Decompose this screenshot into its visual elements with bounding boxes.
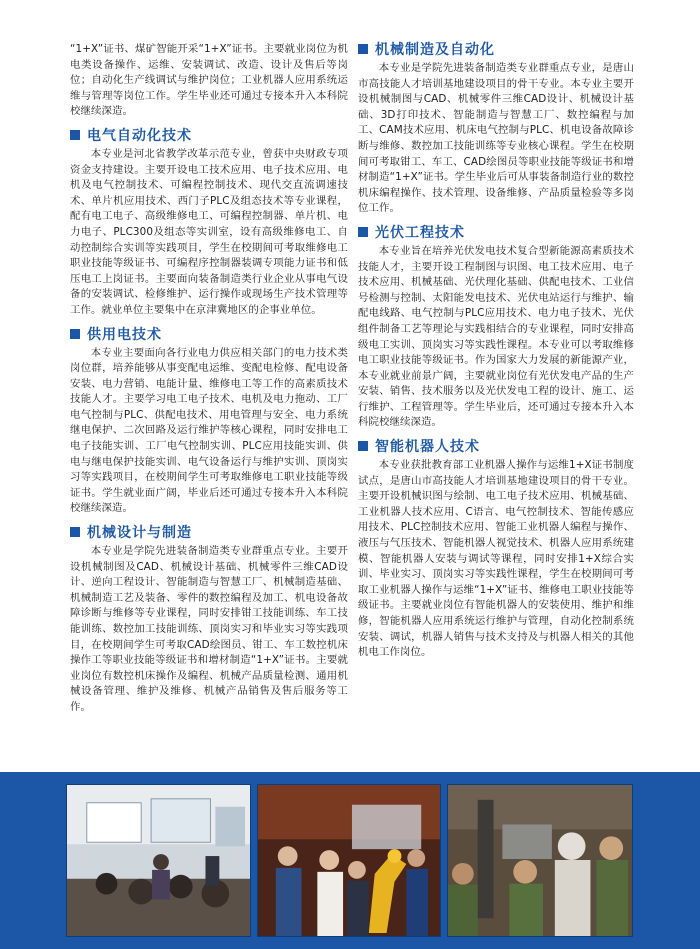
section-square-icon: [70, 130, 80, 140]
robot-lab-photo: [257, 784, 441, 937]
section-header-power-supply: [70, 325, 348, 343]
section-header-mechanical-design: [70, 523, 348, 541]
section-square-icon: [70, 527, 80, 537]
section-body: 本专业主要面向各行业电力供应相关部门的电力技术类岗位群，培养能够从事变配电运维、变配电检修、配电设备安装、电力营销、电能计量、维修电工等工作的高素质技术技能人才。主要学习电工电子技术、电机及电力拖动、工厂电气控制与PLC、供配电技术、用电管理与安全、电力系统继电保护、二次回路及运行维护等核心课程，同时安排电工电子技能实训、工厂电气控制实训、PLC应用技能实训、供电与继电保护技能实训、电气设备运行与维护实训、顶岗实习等实践项目，在校期间学生可考取维修电工职业技能等级证书。学生就业面广阔，毕业后还可通过专接本升入本科院校继续深造。: [70, 346, 348, 515]
welding-training-photo: [447, 784, 633, 937]
section-header-electrical-automation: [70, 126, 348, 144]
section-square-icon: [358, 44, 368, 54]
intro-paragraph: “1+X”证书、煤矿智能开采“1+X”证书。主要就业岗位为机电类设备操作、运维、安装调试、改造、设计及售后等岗位；自动化生产线调试与维护岗位；工业机器人应用系统运维与管理等岗位工作。学生毕业还可通过专接本升入本科院校继续深造。: [70, 43, 348, 118]
section-header-photovoltaic: [358, 223, 634, 241]
section-header-mechanical-manufacturing: [358, 40, 634, 58]
section-square-icon: [358, 441, 368, 451]
section-title: 电气自动化技术: [87, 127, 192, 144]
section-title: 智能机器人技术: [375, 439, 480, 456]
section-header-intelligent-robot: [358, 437, 634, 455]
section-body: 本专业是河北省教学改革示范专业，曾获中央财政专项资金支持建设。主要开设电工技术应用、电子技术应用、电机及电气控制技术、可编程控制技术、现代交直流调速技术、单片机应用技术、西门子PLC及组态技术等专业课程，配有电工电子、高级维修电工、可编程控制器、单片机、电力电子、PLC300及组态等实训室，设有高级维修电工、自动控制综合实训等实践项目，学生在校期间可考取维修电工职业技能等级证书、可编程序控制器装调专项能力证书和低压电工上岗证书。主要面向装备制造类行业企业从事电气设备的安装调试、检修维护、运行操作或现场生产技术管理等工作。就业单位主要集中在京津冀地区的企事业单位。: [70, 147, 348, 316]
classroom-photo: [66, 784, 251, 937]
section-body: 本专业旨在培养光伏发电技术复合型新能源高素质技术技能人才，主要开设工程制图与识图、电工技术应用、电子技术应用、机械基础、光伏理化基础、供配电技术、工业信号检测与控制、太阳能发电技术、光伏电站运行与维护、输配电线路、电气控制与PLC应用技术、电力电子技术、光伏组件制备工艺等理论与实践相结合的专业课程，同时安排高级电工实训、顶岗实习等实践性课程。本专业可以考取维修电工职业技能等级证书。作为国家大力发展的新能源产业，本专业就业前景广阔，主要就业岗位有光伏发电产品的生产安装、销售、技术服务以及光伏发电工程的设计、施工、运行维护、工程管理等。学生毕业后，还可通过专接本升入本科院校继续深造。: [358, 244, 634, 429]
section-body: 本专业是学院先进装备制造类专业群重点专业。主要开设机械制图及CAD、机械设计基础、机械零件三维CAD设计、逆向工程设计、智能制造与智慧工厂、机械制造基础、机械制造工艺及装备、零件的数控编程及加工、机电设备故障诊断与维修等专业课程，同时安排钳工技能训练、车工技能训练、数控加工技能训练、顶岗实习和毕业实习等实践项目，在校期间学生可考取CAD绘图员、钳工、车工数控机床操作工等职业技能等级证书和增材制造“1+X”证书。主要就业岗位有数控机床操作及编程、机械产品质量检测、通用机械设备管理、维护及维修、机械产品销售及售后服务等工作。: [70, 545, 348, 713]
section-title: 机械设计与制造: [87, 525, 192, 542]
left-column: [70, 43, 348, 716]
section-square-icon: [70, 329, 80, 339]
section-body: 本专业是学院先进装备制造类专业群重点专业，是唐山市高技能人才培训基地建设项目的骨干专业。本专业主要开设机械制图与CAD、机械零件三维CAD设计、机械设计基础、3D打印技术、智能制造与智慧工厂、数控编程与加工、CAM技术应用、机床电气控制与PLC、机电设备故障诊断与维修、数控加工技能训练等专业核心课程。学生在校期间可考取钳工、车工、CAD绘图员等职业技能等级证书和增材制造“1+X”证书。学生毕业后可从事装备制造行业的数控机床编程操作、技术管理、设备维修、产品质量检验等多岗位工作。: [358, 62, 634, 215]
section-body: 本专业获批教育部工业机器人操作与运维1+X证书制度试点，是唐山市高技能人才培训基地建设项目的骨干专业。主要开设机械识图与绘制、电工电子技术应用、机械基础、工业机器人技术应用、C语言、电气控制技术、智能传感应用技术、PLC控制技术应用、智能工业机器人编程与操作、液压与气压技术、智能机器人视觉技术、机器人应用系统建模、智能机器人安装与调试等课程，同时安排1+X综合实训、毕业实习、顶岗实习等实践性课程，学生在校期间可考取工业机器人操作与运维“1+X”证书、维修电工职业技能等级证书。主要就业岗位有智能机器人的安装使用、维护和维修，智能机器人应用系统运行维护与管理，自动化控制系统安装、调试，机器人销售与技术支持及与机器人相关的其他机电工作岗位。: [358, 459, 634, 659]
section-title: 机械制造及自动化: [375, 42, 495, 58]
section-square-icon: [358, 227, 368, 237]
section-title: 光伏工程技术: [375, 224, 465, 241]
section-title: 供用电技术: [87, 326, 162, 343]
right-column: [358, 42, 634, 661]
